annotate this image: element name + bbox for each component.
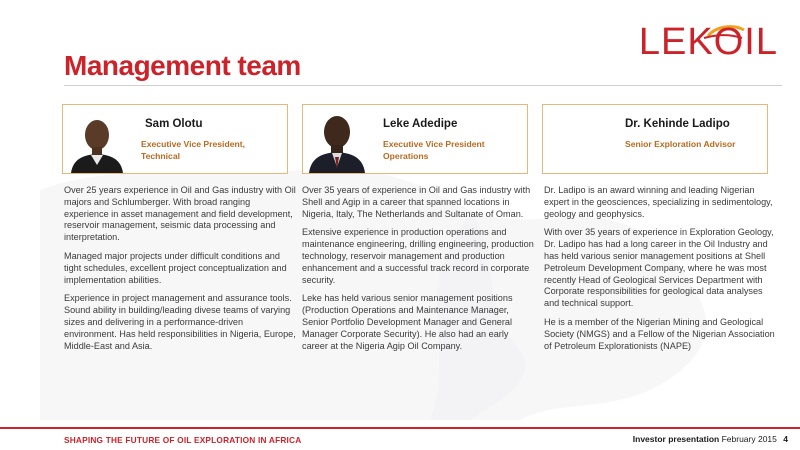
person-name: Sam Olotu bbox=[145, 118, 203, 130]
footer-date: February 2015 bbox=[721, 434, 777, 444]
person-role: Executive Vice President Operations bbox=[383, 139, 485, 161]
title-divider bbox=[64, 85, 782, 86]
bio-column-sam-olotu bbox=[64, 185, 296, 359]
bio-paragraph: Leke has held various senior management positions (Production Operations and Maintenance Manager, Senior Portfolio Development Manager and General Manager Corporate Security). He also had an early career at the Nigeria Agip Oil Company. bbox=[302, 293, 513, 351]
person-role: Senior Exploration Advisor bbox=[625, 139, 736, 149]
bio-paragraph: Dr. Ladipo is an award winning and leading Nigerian expert in the geosciences, specializing in sedimentology, geology and geophysics. bbox=[544, 185, 773, 219]
portrait-photo bbox=[303, 105, 371, 173]
footer-tagline: SHAPING THE FUTURE OF OIL EXPLORATION IN AFRICA bbox=[64, 435, 302, 445]
person-card-leke-adedipe bbox=[302, 104, 528, 174]
logo-text: LEKOIL bbox=[638, 21, 778, 63]
bio-paragraph: Experience in project management and assurance tools. Sound ability in building/leading divese teams of varying sizes and delivering in a performance-driven environment. Has held responsibilities in Nigeria, Europe, Middle-East and Asia. bbox=[64, 293, 296, 351]
bio-column-leke-adedipe bbox=[302, 185, 536, 359]
person-card-kehinde-ladipo bbox=[542, 104, 768, 174]
person-name: Dr. Kehinde Ladipo bbox=[625, 118, 730, 130]
bio-paragraph: Managed major projects under difficult conditions and tight schedules, excellent project conceptualization and implementation abilities. bbox=[64, 250, 287, 285]
footer-info bbox=[633, 434, 788, 444]
bio-column-kehinde-ladipo bbox=[544, 185, 780, 359]
bio-paragraph: Extensive experience in production operations and maintenance engineering, drilling engineering, production technology, reservoir management and production enhancement and a successful track record in corporate security. bbox=[302, 227, 534, 285]
bio-paragraph: Over 25 years experience in Oil and Gas industry with Oil majors and Schlumberger. With broad ranging experience in asset management and field development, reservoir management, seismic data processing and interpretation. bbox=[64, 185, 296, 243]
footer-divider bbox=[0, 427, 800, 429]
bio-paragraph: With over 35 years of experience in Exploration Geology, Dr. Ladipo has had a long career in the Oil Industry and has held various senior management positions at Shell Petroleum Development Company, where he was most recently Head of Geological Services Department with Corporate responsibilities for geological data analyses and technical support. bbox=[544, 227, 774, 309]
person-card-sam-olotu bbox=[62, 104, 288, 174]
bio-paragraph: Over 35 years of experience in Oil and Gas industry with Shell and Agip in a career that spanned locations in Nigeria, Italy, The Netherlands and Sultanate of Oman. bbox=[302, 185, 531, 219]
lekoil-logo bbox=[628, 20, 778, 64]
portrait-photo bbox=[63, 105, 131, 173]
person-role: Executive Vice President, Technical bbox=[141, 139, 245, 161]
page-number: 4 bbox=[783, 434, 788, 444]
person-name: Leke Adedipe bbox=[383, 118, 458, 130]
page-title: Management team bbox=[64, 50, 301, 81]
bio-paragraph: He is a member of the Nigerian Mining and Geological Society (NMGS) and a Fellow of the Nigerian Association of Petroleum Explorationists (NAPE) bbox=[544, 316, 775, 351]
footer-doc-title: Investor presentation bbox=[632, 434, 720, 444]
